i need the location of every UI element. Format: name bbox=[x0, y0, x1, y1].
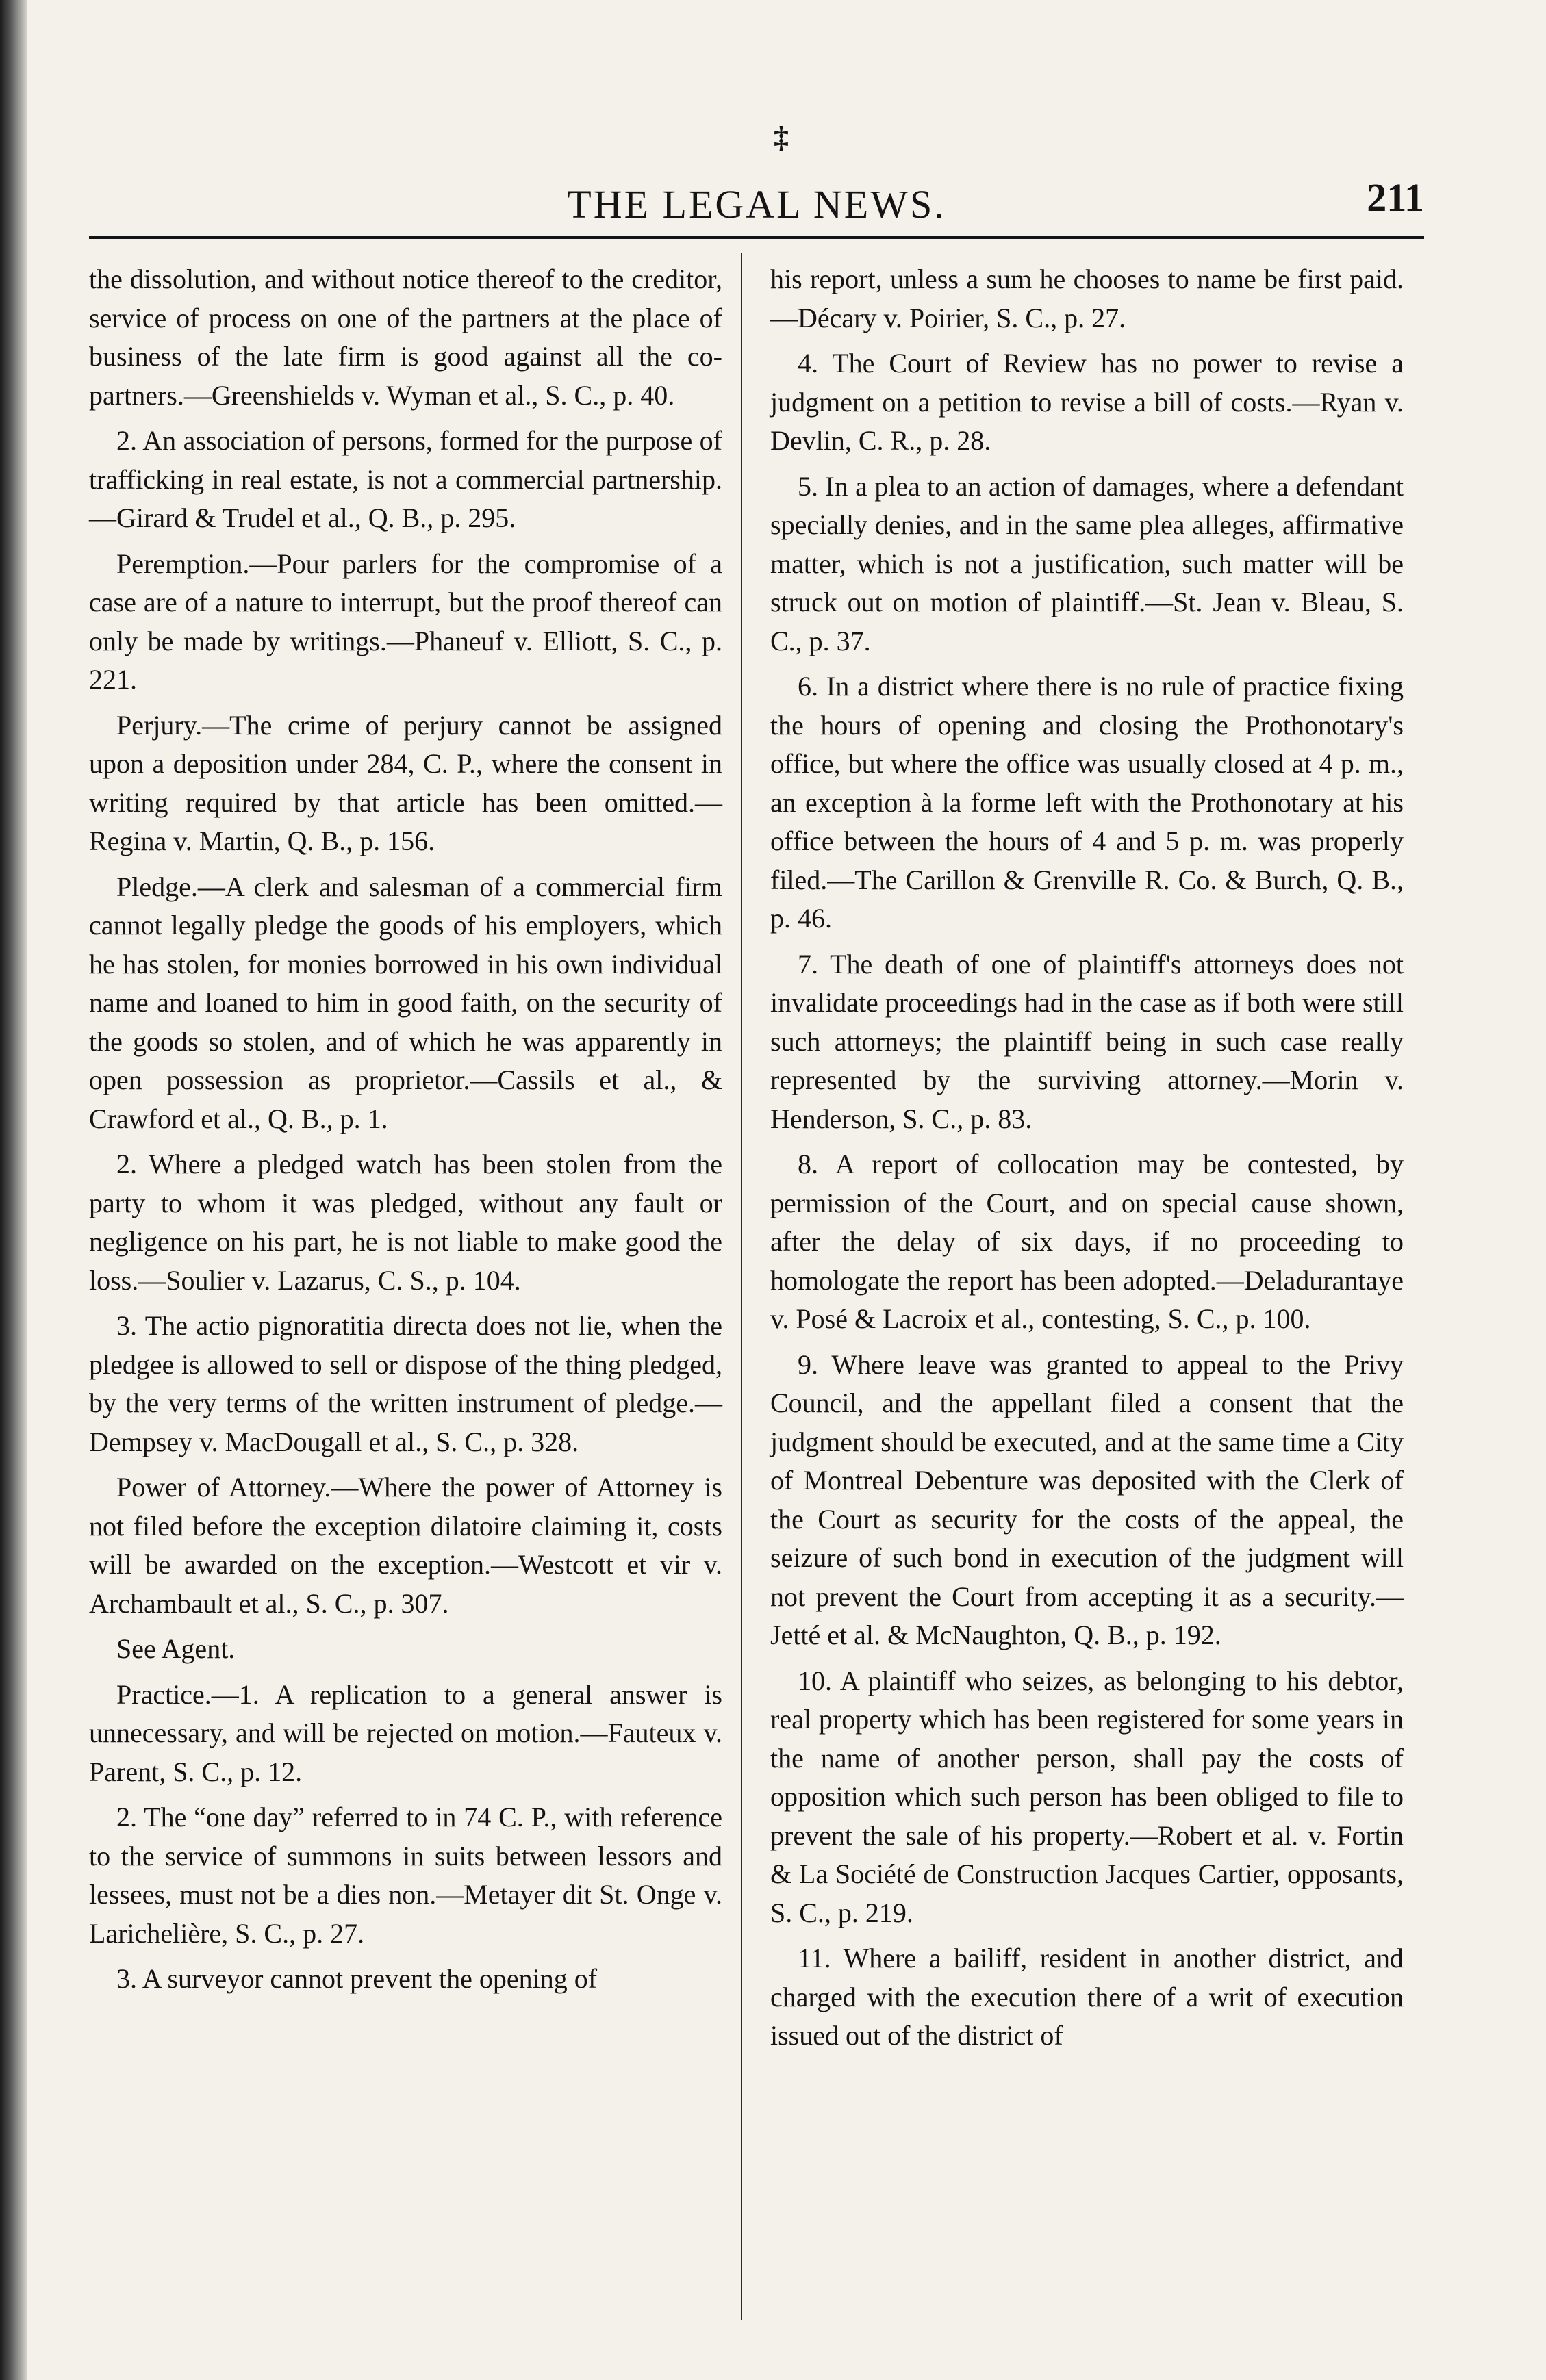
page-header bbox=[89, 120, 1424, 227]
cross-reference: See Agent. bbox=[116, 1633, 236, 1664]
paragraph: Peremption.—Pour parlers for the compromise of a case are of a nature to interrupt, but the proof thereof can only be made by writings.—Phaneuf v. Elliott, S. C., p. 221. bbox=[89, 548, 722, 695]
paragraph: 2. Where a pledged watch has been stolen from the party to whom it was pledged, without any fault or negligence on his part, he is not liable to make good the loss.—Soulier v. Lazarus, C. S., p. 104. bbox=[89, 1149, 722, 1296]
paragraph: 7. The death of one of plaintiff's attorneys does not invalidate proceedings had in the case as if both were still such attorneys; the plaintiff being in such case really represented by the surviving attorney.—Morin v. Henderson, S. C., p. 83. bbox=[770, 948, 1404, 1134]
paragraph: 10. A plaintiff who seizes, as belonging to his debtor, real property which has been registered for some years in the name of another person, shall pay the costs of opposition which such person has been obliged to file to prevent the sale of his property.—Robert et al. v. Fortin & La Société de Construction Jacques Cartier, opposants, S. C., p. 219. bbox=[770, 1665, 1404, 1928]
printer-mark: ‡ bbox=[774, 120, 789, 154]
left-column bbox=[89, 260, 722, 2006]
column-divider bbox=[741, 253, 742, 2320]
paragraph: 4. The Court of Review has no power to revise a judgment on a petition to revise a bill of costs.—Ryan v. Devlin, C. R., p. 28. bbox=[770, 348, 1404, 456]
page-binding-edge bbox=[0, 0, 27, 2380]
paragraph: 8. A report of collocation may be contested, by permission of the Court, and on special cause shown, after the delay of six days, if no proceeding to homologate the report has been adopted.—Deladurantaye v. Posé & Lacroix et al., contesting, S. C., p. 100. bbox=[770, 1149, 1404, 1334]
paragraph: 3. A surveyor cannot prevent the opening of bbox=[116, 1963, 598, 1994]
paragraph: 2. The “one day” referred to in 74 C. P., with reference to the service of summons in suits between lessors and lessees, must not be a dies non.—Metayer dit St. Onge v. Larichelière, S. C., p. 27. bbox=[89, 1802, 722, 1949]
paragraph: 5. In a plea to an action of damages, where a defendant specially denies, and in the same plea alleges, affirmative matter, which is not a justification, such matter will be struck out on motion of plaintiff.—St. Jean v. Bleau, S. C., p. 37. bbox=[770, 470, 1404, 656]
paragraph: 11. Where a bailiff, resident in another district, and charged with the execution there of a writ of execution issued out of the district of bbox=[770, 1943, 1404, 2051]
page-number: 211 bbox=[1367, 175, 1424, 220]
paragraph: Pledge.—A clerk and salesman of a commercial firm cannot legally pledge the goods of his employers, which he has stolen, for monies borrowed in his own individual name and loaned to him in good faith, on the security of the goods so stolen, and of which he was apparently in open possession as proprietor.—Cassils et al., & Crawford et al., Q. B., p. 1. bbox=[89, 871, 722, 1134]
paragraph: the dissolution, and without notice thereof to the creditor, service of process on one of the partners at the place of business of the late firm is good against all the co-partners.—Greenshields v. Wyman et al., S. C., p. 40. bbox=[89, 264, 722, 411]
header-rule bbox=[89, 236, 1424, 239]
paragraph: 3. The actio pignoratitia directa does not lie, when the pledgee is allowed to sell or dispose of the thing pledged, by the very terms of the written instrument of pledge.—Dempsey v. MacDougall et al., S. C., p. 328. bbox=[89, 1310, 722, 1457]
right-column bbox=[770, 260, 1404, 2062]
paragraph: 6. In a district where there is no rule of practice fixing the hours of opening and closing the Prothonotary's office, but where the office was usually closed at 4 p. m., an exception à la forme left with the Prothonotary at his office between the hours of 4 and 5 p. m. was properly filed.—The Carillon & Grenville R. Co. & Burch, Q. B., p. 46. bbox=[770, 671, 1404, 934]
paragraph: Perjury.—The crime of perjury cannot be assigned upon a deposition under 284, C. P., where the consent in writing required by that article has been omitted.—Regina v. Martin, Q. B., p. 156. bbox=[89, 709, 722, 856]
paragraph: 2. An association of persons, formed for the purpose of trafficking in real estate, is not a commercial partnership.—Girard & Trudel et al., Q. B., p. 295. bbox=[89, 425, 722, 533]
paragraph: Power of Attorney.—Where the power of Attorney is not filed before the exception dilatoire claiming it, costs will be awarded on the exception.—Westcott et vir v. Archambault et al., S. C., p. 307. bbox=[89, 1472, 722, 1619]
running-title: THE LEGAL NEWS. bbox=[567, 182, 946, 227]
paragraph: 9. Where leave was granted to appeal to the Privy Council, and the appellant filed a consent that the judgment should be executed, and at the same time a City of Montreal Debenture was deposited with the Clerk of the Court as security for the costs of the appeal, the seizure of such bond in execution of the judgment will not prevent the Court from accepting it as a security.—Jetté et al. & McNaughton, Q. B., p. 192. bbox=[770, 1348, 1404, 1650]
newspaper-page bbox=[89, 55, 1424, 2334]
paragraph: his report, unless a sum he chooses to name be first paid.—Décary v. Poirier, S. C., p. 27. bbox=[770, 264, 1404, 333]
paragraph: Practice.—1. A replication to a general answer is unnecessary, and will be rejected on motion.—Fauteux v. Parent, S. C., p. 12. bbox=[89, 1678, 722, 1787]
